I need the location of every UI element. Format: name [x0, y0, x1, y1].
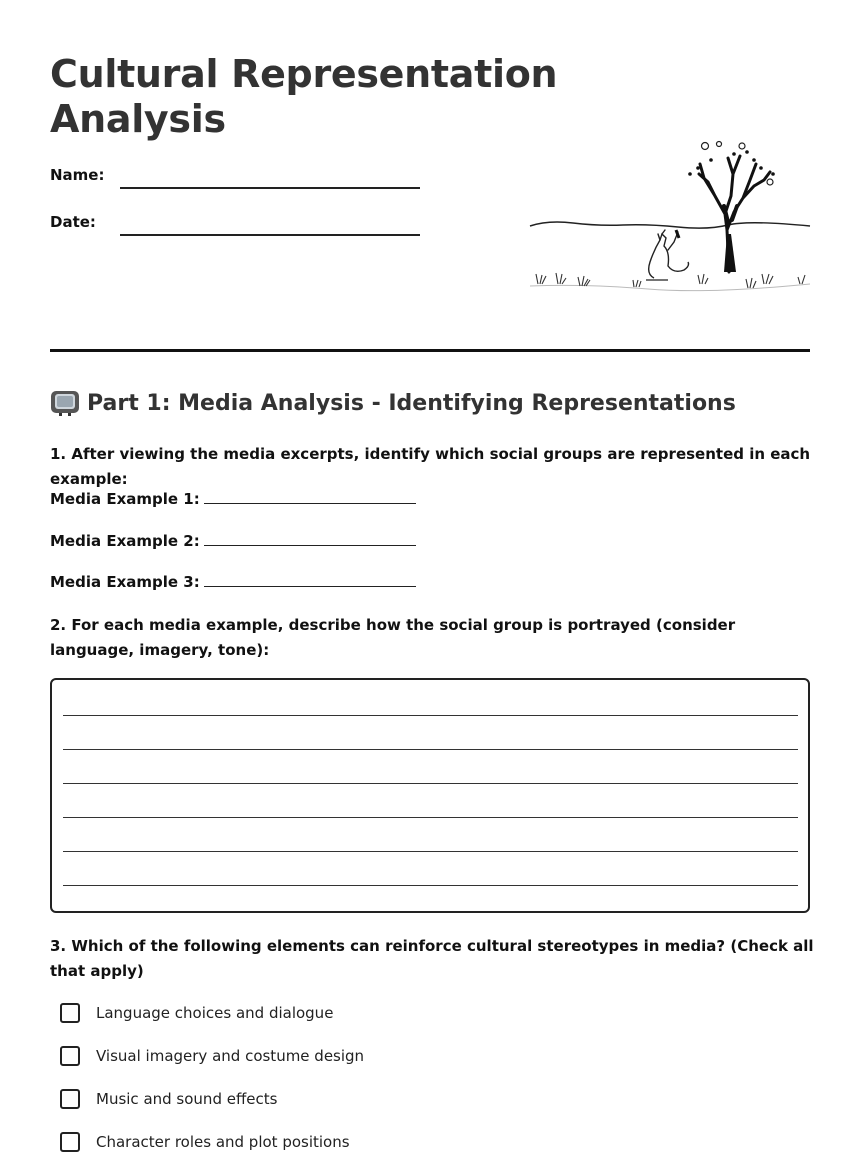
answer-line — [63, 715, 798, 716]
media-example-2-blank[interactable] — [204, 529, 416, 546]
name-label: Name: — [50, 166, 105, 184]
page-title — [50, 52, 557, 142]
answer-line — [63, 749, 798, 750]
media-example-2-label: Media Example 2: — [50, 532, 200, 550]
name-field[interactable] — [120, 187, 420, 189]
question-2: 2. For each media example, describe how the social group is portrayed (consider language, imagery, tone): — [50, 616, 736, 659]
media-example-1 — [50, 487, 416, 508]
option-visual-imagery[interactable] — [60, 1046, 364, 1066]
part1-heading — [50, 388, 736, 418]
option-language-label: Language choices and dialogue — [96, 1004, 334, 1022]
option-music[interactable] — [60, 1089, 277, 1109]
option-visual-imagery-checkbox[interactable] — [60, 1046, 80, 1066]
question-1: 1. After viewing the media excerpts, identify which social groups are represented in each example: — [50, 445, 811, 488]
date-label: Date: — [50, 213, 96, 231]
answer-line — [63, 783, 798, 784]
media-example-2 — [50, 529, 416, 550]
media-example-1-blank[interactable] — [204, 487, 416, 504]
section-divider — [50, 349, 810, 352]
title-line-2: Analysis — [50, 97, 226, 141]
answer-box[interactable] — [50, 678, 810, 913]
option-character-roles-checkbox[interactable] — [60, 1132, 80, 1152]
option-music-label: Music and sound effects — [96, 1090, 278, 1108]
landscape-illustration — [528, 134, 812, 296]
media-example-3-label: Media Example 3: — [50, 573, 200, 591]
media-example-3-blank[interactable] — [204, 570, 416, 587]
tv-icon — [50, 388, 80, 418]
question-3: 3. Which of the following elements can reinforce cultural stereotypes in media? (Check all that apply) — [50, 937, 814, 980]
answer-line — [63, 885, 798, 886]
option-language[interactable] — [60, 1003, 333, 1023]
media-example-1-label: Media Example 1: — [50, 490, 200, 508]
option-music-checkbox[interactable] — [60, 1089, 80, 1109]
answer-line — [63, 817, 798, 818]
option-character-roles-label: Character roles and plot positions — [96, 1133, 350, 1151]
part1-title: Part 1: Media Analysis - Identifying Representations — [87, 390, 736, 416]
option-character-roles[interactable] — [60, 1132, 350, 1152]
date-field[interactable] — [120, 234, 420, 236]
option-visual-imagery-label: Visual imagery and costume design — [96, 1047, 365, 1065]
title-line-1: Cultural Representation — [50, 52, 558, 96]
option-language-checkbox[interactable] — [60, 1003, 80, 1023]
media-example-3 — [50, 570, 416, 591]
answer-line — [63, 851, 798, 852]
